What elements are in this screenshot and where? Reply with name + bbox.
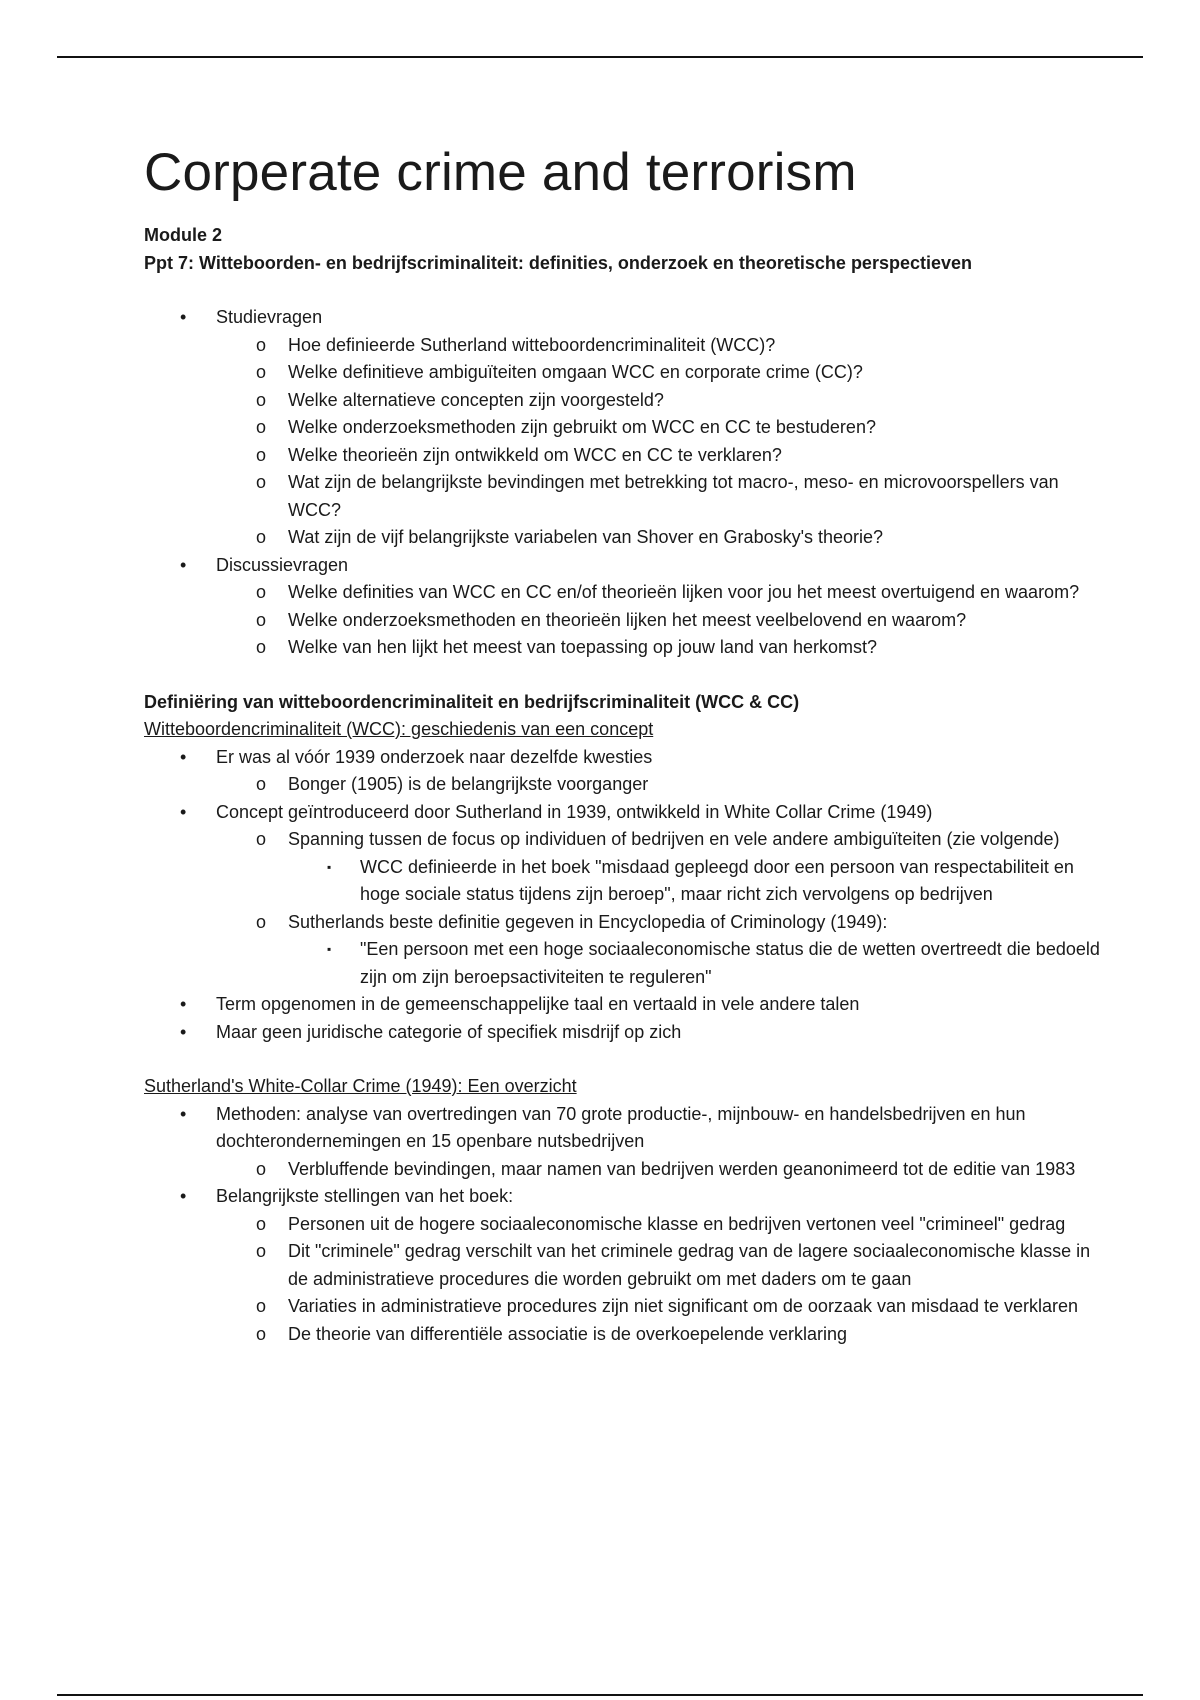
list-item: o Bonger (1905) is de belangrijkste voorganger: [256, 774, 649, 794]
list-item: o Welke theorieën zijn ontwikkeld om WCC en CC te verklaren?: [256, 444, 782, 465]
section-heading: Definiëring van witteboordencriminaliteit en bedrijfscriminaliteit (WCC & CC): [144, 691, 800, 712]
list-item: o Welke onderzoeksmethoden en theorieën lijken het meest veelbelovend en waarom?: [256, 609, 967, 630]
list-item: o Welke definitieve ambiguïteiten omgaan WCC en corporate crime (CC)?: [256, 362, 863, 382]
list-item: o Personen uit de hogere sociaaleconomische klasse en bedrijven vertonen veel "crimineel" gedrag: [256, 1213, 1066, 1234]
list-item: o Variaties in administratieve procedures zijn niet significant om de oorzaak van misdaad te verklaren: [256, 1296, 1079, 1316]
list-item: • Concept geïntroduceerd door Sutherland in 1939, ontwikkeld in White Collar Crime (1949) o Spanning tussen de focus op individuen of bedrijven en vele andere ambiguïteiten (zie volgende) ▪ WCC definieerde in het boek "misdaad gepleegd door een persoon van respectabiliteit en hoge sociale status tijdens zijn beroep", maar richt zich vervolgens op bedrijven o Sutherlands beste definitie gegeven in Encyclopedia of Criminology (1949): ▪ "Een persoon met een hoge sociaaleconomische status die de wetten overtreedt die bedoeld zijn om zijn beroepsactiviteiten te reguleren": [216, 799, 1104, 992]
document-page: [144, 140, 1104, 1348]
questions-list: [144, 304, 1104, 662]
list-item: o Hoe definieerde Sutherland witteboordencriminaliteit (WCC)?: [256, 334, 776, 355]
list-item: o Welke definities van WCC en CC en/of theorieën lijken voor jou het meest overtuigend en waarom?: [256, 582, 1080, 602]
studievragen-label: Studievragen: [216, 307, 323, 327]
list-item: o Welke van hen lijkt het meest van toepassing op jouw land van herkomst?: [256, 637, 877, 657]
footer-rule: [57, 1694, 1143, 1696]
list-item: o Spanning tussen de focus op individuen of bedrijven en vele andere ambiguïteiten (zie volgende) ▪ WCC definieerde in het boek "misdaad gepleegd door een persoon van respectabiliteit en hoge sociale status tijdens zijn beroep", maar richt zich vervolgens op bedrijven: [288, 826, 1104, 909]
list-item: [180, 552, 1104, 662]
list-item: o Dit "criminele" gedrag verschilt van het criminele gedrag van de lagere sociaaleconomische klasse in de administratieve procedures die worden gebruikt om met daders om te gaan: [256, 1241, 1091, 1289]
header-rule: [57, 56, 1143, 58]
bullet-dot: •: [180, 307, 187, 327]
section-subheading: Witteboordencriminaliteit (WCC): geschiedenis van een concept: [144, 719, 654, 739]
list-item: • Er was al vóór 1939 onderzoek naar dezelfde kwesties o Bonger (1905) is de belangrijkste voorganger: [216, 744, 1104, 799]
list-item: • Maar geen juridische categorie of specifiek misdrijf op zich: [180, 1021, 682, 1042]
list-item: • Methoden: analyse van overtredingen van 70 grote productie-, mijnbouw- en handelsbedrijven en hun dochterondernemingen en 15 openbare nutsbedrijven o Verbluffende bevindingen, maar namen van bedrijven werden geanonimeerd tot de editie van 1983: [216, 1101, 1104, 1184]
list-item: [180, 304, 1104, 552]
wcc-history-list: [144, 744, 1104, 1047]
sutherland-overview-list: [144, 1101, 1104, 1349]
list-item: ▪ "Een persoon met een hoge sociaaleconomische status die de wetten overtreedt die bedoeld zijn om zijn beroepsactiviteiten te reguleren": [327, 939, 1100, 987]
list-item: o Welke alternatieve concepten zijn voorgesteld?: [256, 389, 664, 410]
list-item: o Wat zijn de belangrijkste bevindingen met betrekking tot macro-, meso- en microvoorspellers van WCC?: [256, 472, 1059, 520]
list-item: • Term opgenomen in de gemeenschappelijke taal en vertaald in vele andere talen: [180, 994, 860, 1014]
list-item: o Wat zijn de vijf belangrijkste variabelen van Shover en Grabosky's theorie?: [256, 527, 884, 547]
list-item: o Sutherlands beste definitie gegeven in Encyclopedia of Criminology (1949): ▪ "Een persoon met een hoge sociaaleconomische status die de wetten overtreedt die bedoeld zijn om zijn beroepsactiviteiten te reguleren": [288, 909, 1104, 992]
bullet-dot: •: [180, 554, 187, 575]
list-item: ▪ WCC definieerde in het boek "misdaad gepleegd door een persoon van respectabiliteit en hoge sociale status tijdens zijn beroep", maar richt zich vervolgens op bedrijven: [327, 856, 1074, 904]
module-label: Module 2: [144, 225, 223, 245]
ppt-heading: Ppt 7: Witteboorden- en bedrijfscriminaliteit: definities, onderzoek en theoretische perspectieven: [144, 252, 972, 273]
discussievragen-label: Discussievragen: [216, 554, 349, 575]
document-title: Corperate crime and terrorism: [144, 143, 857, 202]
list-item: o De theorie van differentiële associatie is de overkoepelende verklaring: [256, 1323, 848, 1344]
list-item: o Welke onderzoeksmethoden zijn gebruikt om WCC en CC te bestuderen?: [256, 417, 876, 437]
list-item: o Verbluffende bevindingen, maar namen van bedrijven werden geanonimeerd tot de editie van 1983: [256, 1158, 1076, 1179]
section-subheading: Sutherland's White-Collar Crime (1949): Een overzicht: [144, 1076, 577, 1096]
list-item: • Belangrijkste stellingen van het boek: o Personen uit de hogere sociaaleconomische klasse en bedrijven vertonen veel "crimineel" gedrag o Dit "criminele" gedrag verschilt van het criminele gedrag van de lagere sociaaleconomische klasse in de administratieve procedures die worden gebruikt om met daders om te gaan o Variaties in administratieve procedures zijn niet significant om de oorzaak van misdaad te verklaren o De theorie van differentiële associatie is de overkoepelende verklaring: [216, 1183, 1104, 1348]
